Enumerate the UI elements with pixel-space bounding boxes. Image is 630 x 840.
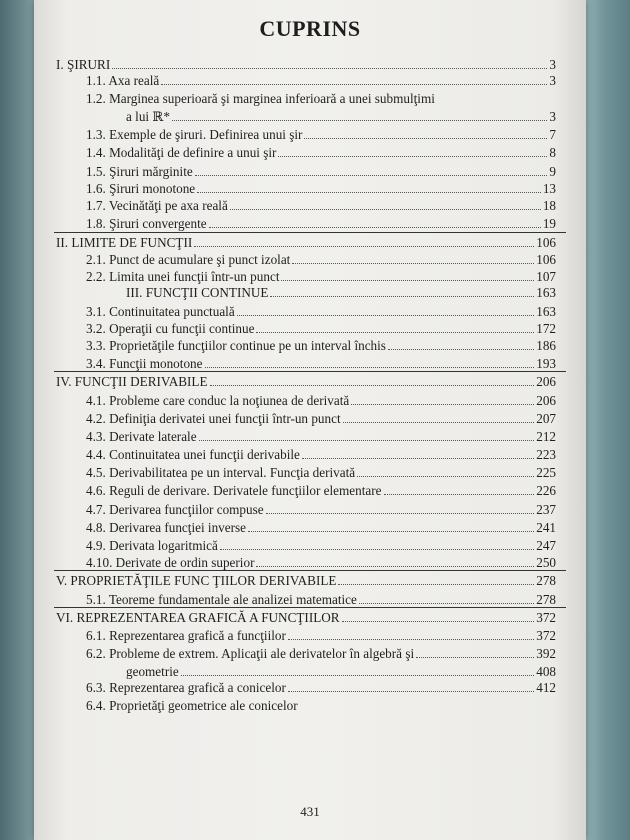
- chapter-divider: [54, 570, 566, 571]
- toc-entry-page: 225: [536, 465, 556, 480]
- dot-leader: [384, 494, 535, 495]
- dot-leader: [359, 603, 534, 604]
- toc-entry-text: 1.2. Marginea superioară şi marginea inferioară a unei submulţimi: [86, 91, 435, 106]
- toc-entry-page: 9: [549, 164, 556, 179]
- toc-entry-page: 7: [549, 127, 556, 142]
- toc-entry-page: 412: [536, 680, 556, 695]
- toc-entry-text: 1.1. Axa reală: [86, 73, 160, 88]
- chapter-divider: [54, 371, 566, 372]
- dot-leader: [288, 639, 534, 640]
- dot-leader: [220, 549, 534, 550]
- dot-leader: [281, 280, 534, 281]
- toc-entry-text: II. LIMITE DE FUNCŢII: [56, 235, 193, 250]
- toc-entry-page: 172: [536, 321, 556, 336]
- dot-leader: [351, 404, 534, 405]
- dot-leader: [256, 332, 534, 333]
- chapter-divider: [54, 232, 566, 233]
- book-edge-right: [584, 0, 630, 840]
- dot-leader: [230, 209, 541, 210]
- dot-leader: [248, 531, 534, 532]
- dot-leader: [343, 422, 535, 423]
- toc-entry-page: 106: [536, 235, 556, 250]
- toc-entry-page: 206: [536, 393, 556, 408]
- toc-entry-text: 4.4. Continuitatea unei funcţii derivabile: [86, 447, 300, 462]
- toc-entry-text: 2.2. Limita unei funcţii într-un punct: [86, 269, 280, 284]
- toc-entry-page: 206: [536, 374, 556, 389]
- toc-entry-text: 1.6. Şiruri monotone: [86, 181, 196, 196]
- dot-leader: [302, 458, 534, 459]
- toc-entry-page: 372: [536, 628, 556, 643]
- toc-entry-text: 1.4. Modalităţi de definire a unui şir: [86, 145, 277, 160]
- dot-leader: [388, 349, 534, 350]
- toc-entry-page: 13: [542, 181, 556, 196]
- toc-entry-text: 3.4. Funcţii monotone: [86, 356, 203, 371]
- toc-entry-text: IV. FUNCŢII DERIVABILE: [56, 374, 208, 389]
- dot-leader: [205, 367, 535, 368]
- dot-leader: [357, 476, 534, 477]
- toc-entry-text: 4.1. Probleme care conduc la noţiunea de derivată: [86, 393, 350, 408]
- toc-entry-text: 1.8. Şiruri convergente: [86, 216, 207, 231]
- dot-leader: [237, 315, 535, 316]
- dot-leader: [172, 120, 547, 121]
- dot-leader: [304, 138, 547, 139]
- toc-entry-page: 247: [536, 538, 556, 553]
- book-page: [34, 0, 586, 840]
- toc-entry-page: 8: [549, 145, 556, 160]
- dot-leader: [197, 192, 541, 193]
- toc-entry-text: VI. REPREZENTAREA GRAFICĂ A FUNCŢIILOR: [56, 610, 340, 625]
- toc-entry-text: 5.1. Teoreme fundamentale ale analizei matematice: [86, 592, 357, 607]
- dot-leader: [195, 175, 548, 176]
- toc-entry-page: 163: [536, 285, 556, 300]
- toc-entry-page: 212: [536, 429, 556, 444]
- toc-entry-page: 392: [536, 646, 556, 661]
- toc-entry-text: 2.1. Punct de acumulare şi punct izolat: [86, 252, 291, 267]
- dot-leader: [194, 246, 534, 247]
- page-title: CUPRINS: [259, 16, 361, 41]
- toc-entry-text: 6.2. Probleme de extrem. Aplicaţii ale derivatelor în algebră şi: [86, 646, 415, 661]
- toc-entry-page: 237: [536, 502, 556, 517]
- toc-entry-text: I. ŞIRURI: [56, 57, 111, 72]
- toc-entry-text: 4.8. Derivarea funcţiei inverse: [86, 520, 247, 535]
- dot-leader: [161, 84, 547, 85]
- toc-entry-page: 107: [536, 269, 556, 284]
- toc-entry-text: geometrie: [126, 664, 179, 679]
- dot-leader: [342, 621, 535, 622]
- toc-entry-text: III. FUNCŢII CONTINUE: [126, 285, 269, 300]
- dot-leader: [338, 584, 534, 585]
- toc-entry-page: 106: [536, 252, 556, 267]
- toc-entry-page: 186: [536, 338, 556, 353]
- toc-entry-text: 6.1. Reprezentarea grafică a funcţiilor: [86, 628, 286, 643]
- toc-entry-page: 19: [542, 216, 556, 231]
- toc-entry-text: 3.2. Operaţii cu funcţii continue: [86, 321, 255, 336]
- toc-entry-page: 278: [536, 592, 556, 607]
- toc-entry-page: 372: [536, 610, 556, 625]
- toc-entry-text: a lui ℝ*: [126, 109, 170, 124]
- toc-entry-text: 4.9. Derivata logaritmică: [86, 538, 218, 553]
- dot-leader: [112, 68, 547, 69]
- toc-entry-page: 226: [536, 483, 556, 498]
- toc-entry-text: 6.4. Proprietăţi geometrice ale conicelor: [86, 698, 298, 713]
- dot-leader: [292, 263, 534, 264]
- toc-entry-text: 4.7. Derivarea funcţiilor compuse: [86, 502, 264, 517]
- toc-entry-page: 241: [536, 520, 556, 535]
- toc-entry-page: 3: [549, 73, 556, 88]
- toc-entry-text: 4.2. Definiţia derivatei unei funcţii într-un punct: [86, 411, 341, 426]
- toc-entry-page: 250: [536, 555, 556, 570]
- chapter-divider: [54, 607, 566, 608]
- dot-leader: [416, 657, 534, 658]
- dot-leader: [209, 227, 541, 228]
- dot-leader: [288, 691, 534, 692]
- toc-entry-page: 408: [536, 664, 556, 679]
- dot-leader: [181, 675, 534, 676]
- dot-leader: [210, 385, 535, 386]
- toc-entry-text: 1.3. Exemple de şiruri. Definirea unui şir: [86, 127, 303, 142]
- book-edge-left: [0, 0, 38, 840]
- toc-entry-page: 18: [542, 198, 556, 213]
- page-number: 431: [300, 804, 320, 819]
- dot-leader: [270, 296, 534, 297]
- toc-entry-text: 4.3. Derivate laterale: [86, 429, 197, 444]
- toc-entry-text: 4.6. Reguli de derivare. Derivatele funcţiilor elementare: [86, 483, 382, 498]
- toc-entry-page: 278: [536, 573, 556, 588]
- toc-entry-text: 1.5. Şiruri mărginite: [86, 164, 193, 179]
- dot-leader: [256, 566, 534, 567]
- toc-entry-page: 223: [536, 447, 556, 462]
- toc-entry-page: 163: [536, 304, 556, 319]
- toc-entry-text: 4.10. Derivate de ordin superior: [86, 555, 255, 570]
- toc-entry-page: 3: [549, 57, 556, 72]
- toc-entry-text: 1.7. Vecinătăţi pe axa reală: [86, 198, 228, 213]
- toc-entry-page: 3: [549, 109, 556, 124]
- toc-entry-page: 193: [536, 356, 556, 371]
- toc-entry-text: V. PROPRIETĂŢILE FUNC ŢIILOR DERIVABILE: [56, 573, 337, 588]
- toc-entry-page: 207: [536, 411, 556, 426]
- toc-entry-text: 4.5. Derivabilitatea pe un interval. Funcţia derivată: [86, 465, 356, 480]
- toc-entry-text: 6.3. Reprezentarea grafică a conicelor: [86, 680, 286, 695]
- table-of-contents: [34, 0, 586, 840]
- dot-leader: [266, 513, 535, 514]
- dot-leader: [199, 440, 535, 441]
- dot-leader: [278, 156, 547, 157]
- toc-entry-text: 3.3. Proprietăţile funcţiilor continue pe un interval închis: [86, 338, 386, 353]
- toc-entry-text: 3.1. Continuitatea punctuală: [86, 304, 235, 319]
